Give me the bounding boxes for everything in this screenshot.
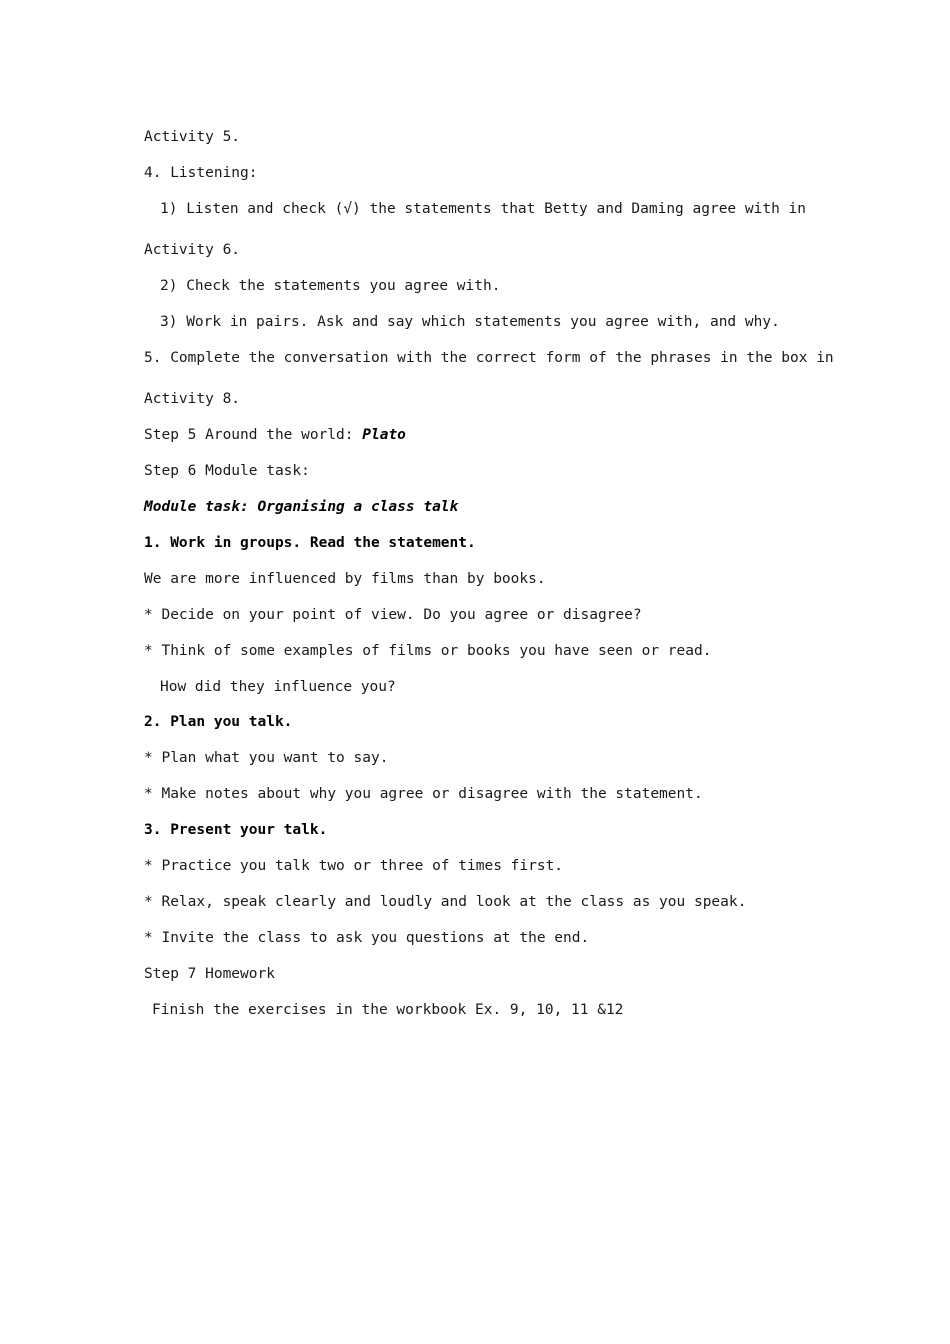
step-7-line: Step 7 Homework [144,966,275,982]
list-item: 2) Check the statements you agree with. [160,278,501,294]
task-heading-2: 2. Plan you talk. [144,714,293,730]
bullet-item: * Invite the class to ask you questions at the end. [144,930,590,946]
bullet-continuation: How did they influence you? [160,679,396,695]
step-5-label: Step 5 Around the world: [144,427,363,443]
statement-text: We are more influenced by films than by books. [144,571,546,587]
list-item: 3) Work in pairs. Ask and say which statements you agree with, and why. [160,314,780,330]
bullet-item: * Think of some examples of films or books you have seen or read. [144,643,712,659]
bullet-item: * Plan what you want to say. [144,750,389,766]
step-6-line: Step 6 Module task: [144,463,310,479]
task-heading-3: 3. Present your talk. [144,822,328,838]
section-heading-listening: 4. Listening: [144,165,258,181]
bullet-item: * Make notes about why you agree or disagree with the statement. [144,786,703,802]
bullet-item: * Relax, speak clearly and loudly and look at the class as you speak. [144,894,747,910]
step-5-emphasis: Plato [362,427,406,443]
list-item: 1) Listen and check (√) the statements that Betty and Daming agree with in [160,201,807,217]
text-line: Activity 6. [144,242,241,258]
step-5-line [144,426,406,444]
text-line: Activity 5. [144,129,241,145]
section-heading-complete: 5. Complete the conversation with the correct form of the phrases in the box in [144,350,834,366]
text-line: Activity 8. [144,391,241,407]
bullet-item: * Practice you talk two or three of times first. [144,858,564,874]
task-heading-1: 1. Work in groups. Read the statement. [144,535,476,551]
bullet-item: * Decide on your point of view. Do you agree or disagree? [144,607,642,623]
module-task-title: Module task: Organising a class talk [144,499,459,515]
homework-text: Finish the exercises in the workbook Ex. 9, 10, 11 &12 [152,1002,624,1018]
